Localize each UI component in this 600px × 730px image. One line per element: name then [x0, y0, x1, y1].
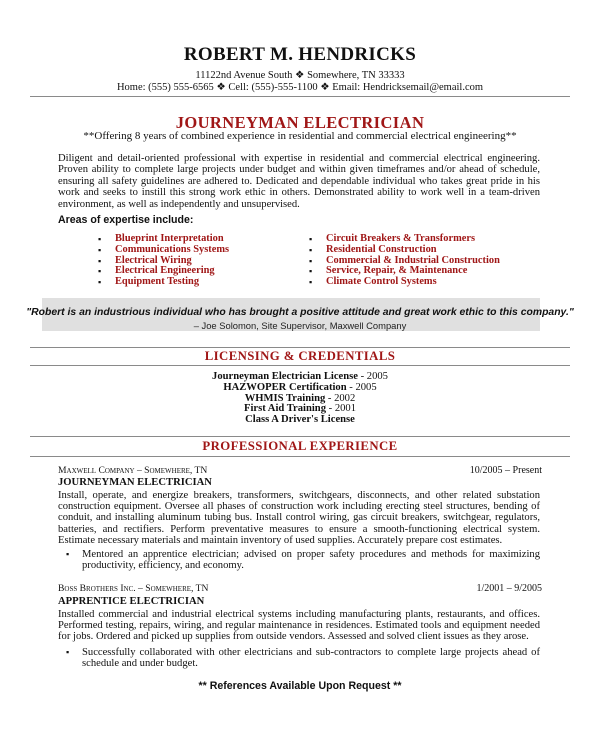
expertise-item: ▪ Blueprint Interpretation [98, 234, 229, 245]
candidate-name: ROBERT M. HENDRICKS [183, 44, 417, 65]
expertise-item: ▪ Service, Repair, & Maintenance [309, 266, 500, 277]
credential-item: Class A Driver's License [245, 414, 355, 426]
credential-item: HAZWOPER Certification - 2005 [223, 381, 377, 393]
job-achievements [58, 647, 540, 669]
position-title: JOURNEYMAN ELECTRICIAN [58, 477, 212, 488]
areas-heading: Areas of expertise include: [58, 214, 194, 226]
tagline: **Offering 8 years of combined experience in residential and commercial electrical engineering** [83, 130, 517, 142]
quote-attribution: – Joe Solomon, Site Supervisor, Maxwell Company [193, 320, 407, 331]
experience-heading: PROFESSIONAL EXPERIENCE [202, 439, 398, 453]
expertise-item: ▪ Circuit Breakers & Transformers [309, 234, 500, 245]
testimonial-quote: "Robert is an industrious individual who has brought a positive attitude and great work ethic to this company." [26, 307, 574, 318]
expertise-column-2 [309, 234, 500, 288]
licensing-divider-bottom [30, 365, 570, 366]
professional-summary: Diligent and detail-oriented professional with expertise in residential and commercial electrical engineering. Proven ability to complete large projects under budget and within given timeframes and/or ahead of schedule, ensuring all safety guidelines are adhered to. Dedicated and dependable individual who takes great pride in his work and seeks to instill this strong work ethic in others. Demonstrated ability to work well in a team-driven environment, as well as independently and unsupervised. [58, 153, 540, 210]
experience-divider-top [30, 436, 570, 437]
references-note: ** References Available Upon Request ** [198, 680, 402, 692]
experience-divider-bottom [30, 456, 570, 457]
employer-line: Boss Brothers Inc. – Somewhere, TN [58, 583, 209, 594]
credentials-list [0, 372, 600, 426]
job-title: JOURNEYMAN ELECTRICIAN [175, 113, 425, 132]
expertise-item: ▪ Communications Systems [98, 245, 229, 256]
header-divider [30, 96, 570, 97]
employment-dates: 10/2005 – Present [469, 465, 542, 476]
credential-item: WHMIS Training - 2002 [244, 392, 356, 404]
address-line: 11122nd Avenue South ❖ Somewhere, TN 33333 [195, 70, 405, 81]
employer-line: Maxwell Company – Somewhere, TN [58, 465, 208, 476]
achievement-item: ▪ Successfully collaborated with other electricians and sub-contractors to complete large projects ahead of schedule and under budget. [58, 647, 540, 669]
credential-item: Journeyman Electrician License - 2005 [212, 371, 388, 382]
credential-item: First Aid Training - 2001 [243, 403, 357, 415]
position-title: APPRENTICE ELECTRICIAN [58, 596, 205, 607]
expertise-item: ▪ Commercial & Industrial Construction [309, 256, 500, 267]
contact-line: Home: (555) 555-6565 ❖ Cell: (555)-555-1100 ❖ Email: Hendricksemail@email.com [116, 82, 484, 93]
expertise-item: ▪ Equipment Testing [98, 277, 229, 288]
expertise-column-1 [98, 234, 229, 288]
licensing-heading: LICENSING & CREDENTIALS [204, 349, 396, 363]
achievement-item: ▪ Mentored an apprentice electrician; advised on proper safety procedures and methods for maximizing productivity, efficiency, and economy. [58, 549, 540, 571]
licensing-divider-top [30, 347, 570, 348]
expertise-item: ▪ Electrical Wiring [98, 256, 229, 267]
employment-dates: 1/2001 – 9/2005 [476, 583, 542, 594]
expertise-item: ▪ Climate Control Systems [309, 277, 500, 288]
job-description: Installed commercial and industrial electrical systems including manufacturing plants, restaurants, and offices. Performed testing, repairs, wiring, and regular maintenance in residences. Estimated tools and equipment needed for jobs. Ordered and picked up supplies from outside vendors. Assessed and solved client issues as they arose. [58, 609, 540, 643]
job-description: Install, operate, and energize breakers, transformers, switchgears, disconnects, and other related substation construction equipment. Oversee all phases of construction work including erecting steel structures, bending of conduit, and installing aluminum tubing bus. Install control wiring, gas circuit breakers, switchgear, regulators, batteries, and rectifiers. Perform preventative measures to ensure a smooth-functioning electrical system. Estimate necessary materials and maintain inventory of used supplies. Accurately prepare cost estimates. [58, 490, 540, 546]
expertise-item: ▪ Residential Construction [309, 245, 500, 256]
expertise-item: ▪ Electrical Engineering [98, 266, 229, 277]
job-achievements [58, 549, 540, 571]
